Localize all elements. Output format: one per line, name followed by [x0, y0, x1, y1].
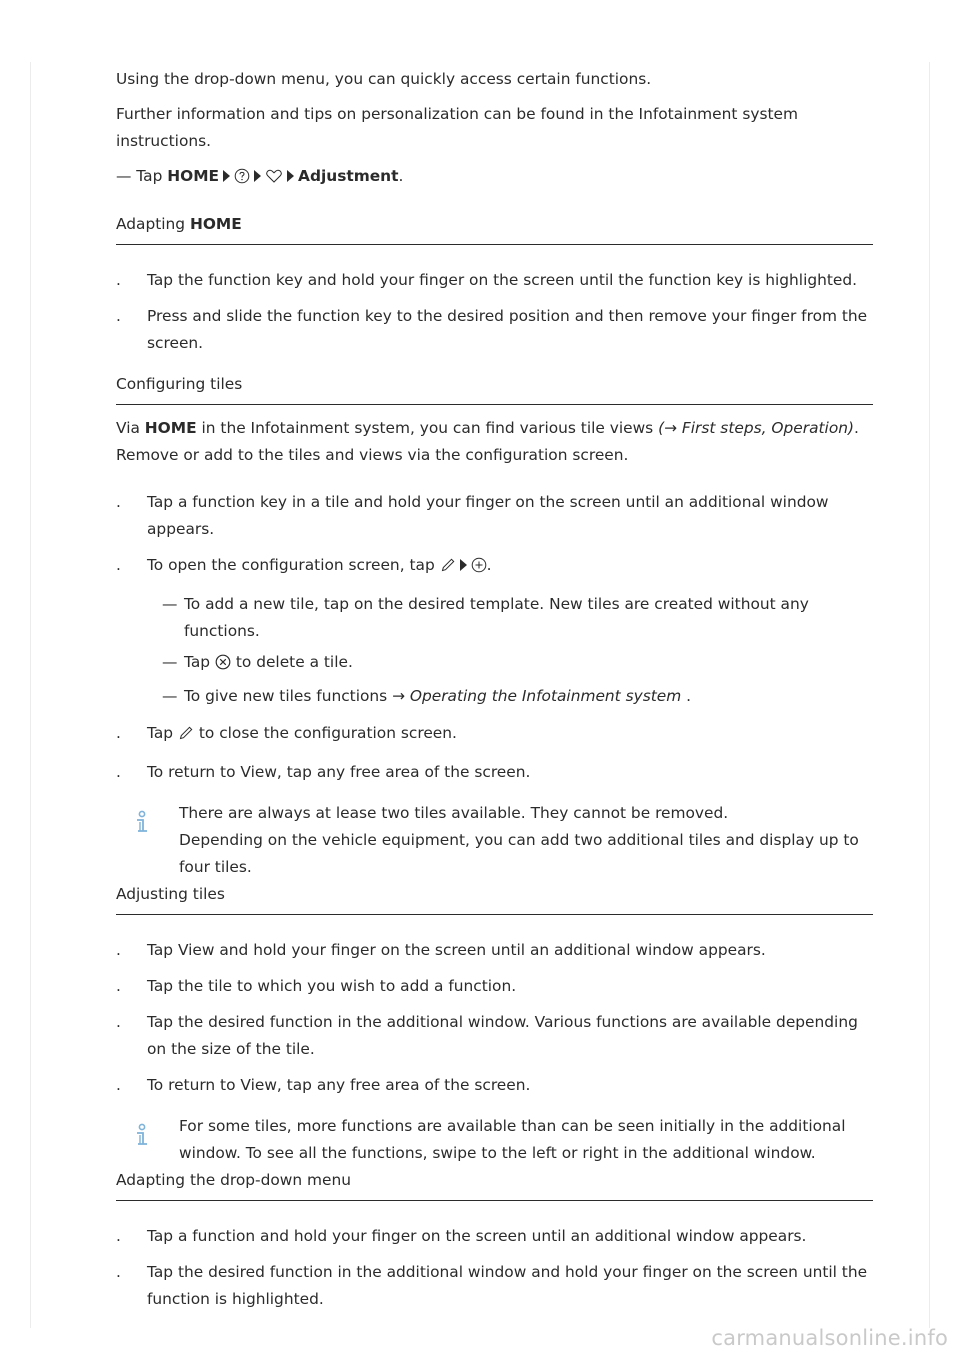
home-key: HOME [167, 167, 220, 185]
bullet: . [116, 977, 121, 995]
step-text: Tap the function key and hold your finger on the screen until the function key is highlighted. [147, 271, 858, 289]
bullet: . [116, 724, 121, 742]
arrow-right-icon [460, 559, 467, 571]
sub-text: To add a new tile, tap on the desired template. New tiles are created without any functions. [184, 595, 809, 640]
list-item [116, 1259, 873, 1313]
step-text: to close the configuration screen. [193, 724, 457, 742]
step-text: Tap the tile to which you wish to add a function. [147, 977, 517, 995]
tiles-para-2: Remove or add to the tiles and views via the configuration screen. [116, 446, 629, 464]
cross-reference-link[interactable]: (→ First steps, Operation) [658, 419, 854, 437]
step-text: To return to View, tap any free area of the screen. [147, 763, 531, 781]
para-home-key: HOME [144, 419, 197, 437]
step-text: Tap View and hold your finger on the screen until an additional window appears. [147, 941, 766, 959]
dash: — [162, 595, 178, 613]
sub-list-item [116, 683, 873, 710]
bullet: . [116, 1263, 121, 1281]
step-text: . [486, 556, 492, 574]
list-item [116, 1072, 873, 1099]
intro-line-1: Using the drop-down menu, you can quickly access certain functions. [116, 70, 652, 88]
tiles-para-1 [116, 415, 873, 442]
step-text: Tap [147, 724, 178, 742]
help-circle-icon [234, 166, 250, 193]
sub-list-item [116, 649, 873, 679]
list-item [116, 973, 873, 1000]
arrow-right-icon [254, 170, 261, 182]
adjustment-key: Adjustment [298, 167, 399, 185]
intro-tap-path [116, 163, 873, 193]
heading-home-key: HOME [189, 215, 242, 233]
close-circle-icon [215, 652, 231, 679]
arrow-right-icon [223, 170, 230, 182]
intro-line-2: Further information and tips on personalization can be found in the Infotainment system instructions. [116, 105, 798, 150]
list-item [116, 303, 873, 357]
dash: — [162, 653, 178, 671]
para-text: . [854, 419, 859, 437]
bullet: . [116, 1076, 121, 1094]
heart-icon [265, 166, 283, 193]
step-text: To open the configuration screen, tap [147, 556, 440, 574]
plus-circle-icon [471, 555, 487, 582]
step-text: Tap a function and hold your finger on the screen until an additional window appears. [147, 1227, 807, 1245]
step-text: Tap the desired function in the additional window. Various functions are available depending on the size of the tile. [147, 1013, 858, 1058]
bullet: . [116, 1013, 121, 1031]
list-item [116, 267, 873, 294]
heading-text: Adapting [116, 215, 190, 233]
section-heading-configuring-tiles: Configuring tiles [116, 371, 873, 405]
list-item [116, 489, 873, 543]
bullet: . [116, 941, 121, 959]
sub-list-item [116, 591, 873, 645]
list-item [116, 1009, 873, 1063]
step-text: Press and slide the function key to the desired position and then remove your finger from the screen. [147, 307, 868, 352]
list-item [116, 937, 873, 964]
bullet: . [116, 763, 121, 781]
list-item [116, 759, 873, 786]
bullet: . [116, 1227, 121, 1245]
info-icon [132, 810, 152, 845]
document-body [116, 66, 873, 1322]
list-item [116, 1223, 873, 1250]
sub-text: to delete a tile. [230, 653, 353, 671]
page-edge-right [929, 62, 930, 1328]
note-text: Depending on the vehicle equipment, you can add two additional tiles and display up to four tiles. [179, 831, 859, 876]
info-note [116, 800, 873, 881]
note-text: For some tiles, more functions are available than can be seen initially in the additional window. To see all the functions, swipe to the left or right in the additional window. [179, 1117, 846, 1162]
info-icon [132, 1123, 152, 1158]
arrow-right-icon [287, 170, 294, 182]
bullet: . [116, 307, 121, 325]
section-heading-adapting-dropdown: Adapting the drop-down menu [116, 1167, 873, 1201]
para-text: Via [116, 419, 145, 437]
bullet: . [116, 493, 121, 511]
dash: — [162, 687, 178, 705]
watermark: carmanualsonline.info [711, 1326, 948, 1350]
section-heading-adjusting-tiles: Adjusting tiles [116, 881, 873, 915]
cross-reference-link[interactable]: → Operating the Infotainment system [392, 687, 682, 705]
section-heading-adapting-home [116, 211, 873, 245]
tap-path-end: . [398, 167, 404, 185]
bullet: . [116, 556, 121, 574]
para-text: in the Infotainment system, you can find various tile views [196, 419, 659, 437]
page-edge-left [30, 62, 31, 1328]
step-text: Tap a function key in a tile and hold your finger on the screen until an additional window appears. [147, 493, 829, 538]
step-text: Tap the desired function in the additional window and hold your finger on the screen until the function is highlighted. [147, 1263, 868, 1308]
bullet: . [116, 271, 121, 289]
pencil-icon [178, 723, 194, 750]
list-item [116, 720, 873, 750]
note-text: There are always at lease two tiles available. They cannot be removed. [179, 804, 729, 822]
pencil-icon [440, 555, 456, 582]
sub-text: Tap [184, 653, 215, 671]
info-note [116, 1113, 873, 1167]
sub-text: . [681, 687, 692, 705]
sub-text: To give new tiles functions [184, 687, 393, 705]
list-item [116, 552, 873, 582]
tap-dash: — Tap [116, 167, 168, 185]
step-text: To return to View, tap any free area of the screen. [147, 1076, 531, 1094]
